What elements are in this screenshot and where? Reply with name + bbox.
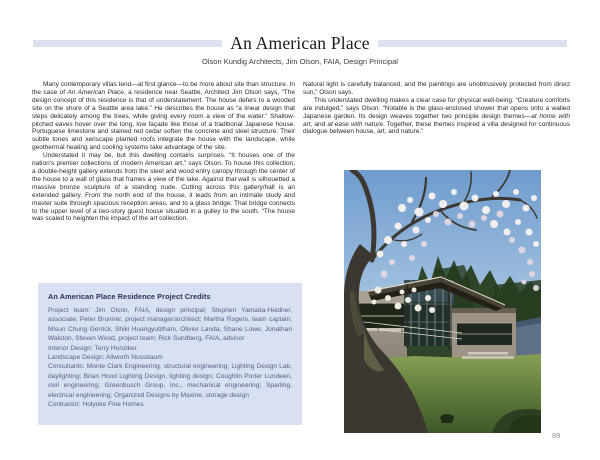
- page-number: 89: [552, 431, 561, 440]
- article-subtitle: Olson Kundig Architects, Jim Olson, FAIA, Design Principal: [202, 57, 398, 66]
- left-text-column: [32, 81, 295, 223]
- title-row: [33, 33, 567, 54]
- credits-entry: Project team: Jim Olson, FAIA, design principal; Stephen Yamada-Heidner, associate; Peter Brunner, project manager/architect; Martha Rogers, team captain; Misun Chung Gerrick, Shiki Huangyutitham, Olivier Landa, Shane Lowe, Jonathan Walston, Steven Wood, project team; Rick Sundberg, FAIA, advisor: [48, 307, 292, 343]
- article-paragraph: Understated it may be, but this dwelling contains surprises. “It houses one of the nation’s premier collections of modern American art,” says Olson. To house this collection, a double-height gallery extends from the steel and wood entry canopy through the center of the house to a wall of glass that frames a view of the lake. Against that wall is silhouetted a massive bronze sculpture of a standing nude. Cutting across this gallery/hall is an extended gallery. From the north end of the house, it leads from an intimate study and master suite through spacious reception areas, and to a glass bridge. That bridge connects to the upper level of a two-story guest house situated in a gulley to the south. “The house was scaled to heighten the impact of the art collection.: [32, 152, 295, 223]
- article-header: [33, 33, 567, 66]
- article-paragraph: Many contemporary villas tend—at first glance—to be more about site than structure. In the case of An American Place, a residence near Seattle, Architect Jim Olson says, “The design concept of this residence is that of understatement. The house defers to a wooded site on the shore of a Seattle area lake.” He describes the house as “a linear design that steps delicately among the trees, while giving every room a view of the water.” Shallow-pitched eaves hover over the long, low façade like those of a traditional Japanese house. Portuguese limestone and stained red cedar soften the concrete and steel structure. Their subtle tones and xeriscape planted roofs integrate the house with the landscape, while geothermal heating and cooling systems take advantage of the site.: [32, 81, 295, 152]
- right-text-column: [303, 81, 570, 136]
- house-photo: [344, 170, 541, 433]
- article-paragraph: This understated dwelling makes a clear case for physical well-being: “Creature comforts are indulged,” says Olson. “Notable is the glass-enclosed shower that opens onto a walled Japanese garden. Its design weaves together two principle design themes—at home with art, and at ease with nature. Together, these themes inspired a villa designed for continuous dialogue between house, art, and nature.”: [303, 96, 571, 136]
- credits-entry: Consultants: Monte Clark Engineering, structural engineering; Lighting Design Lab, daylighting; Brian Hood Lighting Design, lighting design; Coughlin Porter Lundeen, civil engineering; Greenbusch Group, Inc., mechanical engineering; Sparling, electrical engineering; Organized Designs by Maxine, storage design: [48, 363, 292, 399]
- credits-title: An American Place Residence Project Credits: [48, 292, 211, 301]
- title-band-left: [33, 40, 222, 47]
- title-band-right: [378, 40, 567, 47]
- credits-entry: Contractor: Holyoke Fine Homes: [48, 401, 144, 409]
- credits-entry: Interior Design: Terry Hunziker: [48, 344, 137, 352]
- credits-entry: Landscape Design: Allworth Nussbaum: [48, 354, 163, 362]
- page-title: An American Place: [230, 33, 370, 53]
- article-paragraph: Natural light is carefully balanced, and the paintings are unobtrusively protected from direct sun,” Olson says.: [303, 81, 570, 96]
- credits-box: [38, 283, 302, 425]
- credits-entries: [48, 306, 292, 409]
- house-photo-art: [344, 170, 541, 433]
